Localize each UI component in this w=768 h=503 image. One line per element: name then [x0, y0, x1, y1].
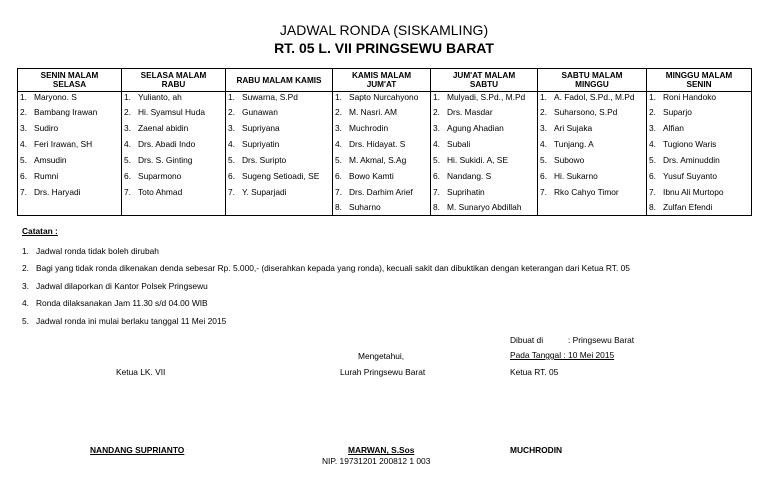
- table-cell: [18, 200, 122, 216]
- entry-number: 3.: [433, 122, 440, 133]
- entry-name: Tunjang. A: [554, 138, 594, 149]
- table-row: [18, 200, 752, 216]
- entry-name: Roni Handoko: [663, 92, 717, 102]
- date-line: Pada Tanggal : 10 Mei 2015: [510, 350, 615, 360]
- note-number: 1.: [22, 245, 29, 256]
- note-number: 3.: [22, 280, 29, 291]
- entry-number: 7.: [335, 186, 342, 197]
- column-header: [431, 69, 538, 92]
- entry-name: Yusuf Suyanto: [663, 170, 718, 181]
- entry-name: Bambang Irawan: [34, 106, 98, 117]
- entry-name: Drs. Haryadi: [34, 186, 81, 197]
- entry-name: Nandang. S: [447, 170, 492, 181]
- table-row: [18, 184, 752, 200]
- table-cell: [333, 168, 431, 184]
- entry-number: 7.: [540, 186, 547, 197]
- note-text: Bagi yang tidak ronda dikenakan denda sebesar Rp. 5.000,- (diserahkan kepada yang ronda), kecuali sakit dan dibuktikan dengan keterangan dari Ketua RT. 05: [36, 263, 630, 274]
- table-cell: [333, 152, 431, 168]
- table-cell: [226, 184, 333, 200]
- entry-name: Drs. Hidayat. S: [349, 138, 406, 149]
- note-text: Jadwal dilaporkan di Kantor Polsek Pringsewu: [36, 280, 208, 291]
- entry-number: 2.: [540, 106, 547, 117]
- column-header-line1: KAMIS MALAM: [351, 71, 412, 80]
- entry-number: 5.: [433, 154, 440, 165]
- entry-name: Yulianto, ah: [138, 92, 182, 102]
- table-cell: [226, 152, 333, 168]
- note-number: 5.: [22, 315, 29, 326]
- table-cell: [538, 92, 647, 104]
- entry-number: 2.: [335, 106, 342, 117]
- column-header: [333, 69, 431, 92]
- column-header-line2: SABTU: [469, 80, 499, 89]
- entry-name: Suparmono: [138, 170, 182, 181]
- table-cell: [538, 168, 647, 184]
- column-header: [122, 69, 226, 92]
- entry-number: 3.: [20, 122, 27, 133]
- note-item: [22, 260, 630, 278]
- entry-number: 3.: [228, 122, 235, 133]
- table-cell: [226, 200, 333, 216]
- entry-number: 4.: [649, 138, 656, 149]
- entry-number: 1.: [335, 92, 342, 102]
- entry-number: 1.: [124, 92, 131, 102]
- entry-number: 2.: [228, 106, 235, 117]
- column-header: [538, 69, 647, 92]
- note-item: [22, 277, 630, 295]
- entry-name: Ibnu Ali Murtopo: [663, 186, 724, 197]
- entry-name: Alfian: [663, 122, 684, 133]
- entry-name: Drs. S. Ginting: [138, 154, 193, 165]
- entry-name: Drs. Masdar: [447, 106, 493, 117]
- entry-number: 2.: [433, 106, 440, 117]
- table-cell: [538, 136, 647, 152]
- entry-name: M. Sunaryo Abdillah: [447, 202, 522, 213]
- table-cell: [538, 120, 647, 136]
- entry-name: Suparjo: [663, 106, 692, 117]
- table-cell: [18, 152, 122, 168]
- entry-name: Drs. Darhim Arief: [349, 186, 413, 197]
- column-header-line2: SELASA: [52, 80, 87, 89]
- entry-name: A. Fadol, S.Pd., M.Pd: [554, 92, 635, 102]
- entry-name: Rko Cahyo Timor: [554, 186, 619, 197]
- table-cell: [333, 136, 431, 152]
- entry-number: 7.: [228, 186, 235, 197]
- note-item: [22, 312, 630, 330]
- entry-name: Amsudin: [34, 154, 67, 165]
- table-cell: [538, 152, 647, 168]
- entry-number: 2.: [649, 106, 656, 117]
- entry-number: 6.: [20, 170, 27, 181]
- table-cell: [538, 200, 647, 216]
- entry-name: Toto Ahmad: [138, 186, 183, 197]
- table-cell: [122, 152, 226, 168]
- table-cell: [431, 184, 538, 200]
- notes-heading: Catatan :: [22, 226, 58, 236]
- table-cell: [538, 184, 647, 200]
- table-cell: [18, 104, 122, 120]
- entry-name: Muchrodin: [349, 122, 389, 133]
- column-header-line1: RABU MALAM KAMIS: [236, 75, 322, 85]
- entry-number: 7.: [124, 186, 131, 197]
- table-cell: [333, 104, 431, 120]
- entry-name: Zulfan Efendi: [663, 202, 713, 213]
- entry-number: 1.: [649, 92, 656, 102]
- table-cell: [333, 120, 431, 136]
- table-cell: [333, 92, 431, 104]
- entry-number: 8.: [335, 202, 342, 213]
- table-cell: [122, 200, 226, 216]
- entry-name: M. Akmal, S.Ag: [349, 154, 407, 165]
- entry-number: 6.: [649, 170, 656, 181]
- table-cell: [431, 104, 538, 120]
- table-cell: [122, 104, 226, 120]
- entry-number: 7.: [20, 186, 27, 197]
- entry-name: Hi. Sukidi. A, SE: [447, 154, 508, 165]
- table-cell: [18, 92, 122, 104]
- table-cell: [18, 120, 122, 136]
- note-item: [22, 295, 630, 313]
- note-item: [22, 242, 630, 260]
- entry-number: 6.: [124, 170, 131, 181]
- entry-number: 3.: [335, 122, 342, 133]
- entry-name: Sugeng Setioadi, SE: [242, 170, 320, 181]
- dibuat-label: Dibuat di: [510, 335, 544, 345]
- entry-name: Agung Ahadian: [447, 122, 504, 133]
- table-header-row: [18, 69, 752, 92]
- table-cell: [431, 136, 538, 152]
- signer-name-rt: MUCHRODIN: [510, 445, 563, 455]
- entry-name: Suharsono, S.Pd: [554, 106, 618, 117]
- entry-number: 4.: [540, 138, 547, 149]
- entry-name: Subowo: [554, 154, 585, 165]
- table-row: [18, 104, 752, 120]
- entry-name: Mulyadi, S.Pd., M.Pd: [447, 92, 526, 102]
- column-header: [647, 69, 752, 92]
- table-cell: [431, 120, 538, 136]
- entry-name: Drs. Aminuddin: [663, 154, 720, 165]
- table-row: [18, 92, 752, 104]
- table-cell: [18, 136, 122, 152]
- entry-name: Suwarna, S.Pd: [242, 92, 298, 102]
- entry-name: Suharno: [349, 202, 381, 213]
- table-cell: [647, 136, 752, 152]
- note-number: 2.: [22, 263, 29, 274]
- entry-number: 1.: [433, 92, 440, 102]
- table-cell: [431, 168, 538, 184]
- entry-number: 2.: [124, 106, 131, 117]
- column-header-line2: MINGGU: [575, 80, 609, 89]
- entry-number: 3.: [540, 122, 547, 133]
- note-text: Ronda dilaksanakan Jam 11.30 s/d 04.00 WIB: [36, 298, 208, 309]
- note-text: Jadwal ronda ini mulai berlaku tanggal 11 Mei 2015: [36, 315, 227, 326]
- table-cell: [122, 184, 226, 200]
- entry-name: Suprihatin: [447, 186, 485, 197]
- table-cell: [647, 92, 752, 104]
- table-cell: [226, 168, 333, 184]
- column-header-line1: SELASA MALAM: [140, 71, 207, 80]
- note-text: Jadwal ronda tidak boleh dirubah: [36, 245, 159, 256]
- table-cell: [122, 92, 226, 104]
- document-title: JADWAL RONDA (SISKAMLING): [279, 22, 489, 38]
- column-header: [18, 69, 122, 92]
- entry-number: 5.: [335, 154, 342, 165]
- column-header-line1: SENIN MALAM: [40, 71, 99, 80]
- entry-number: 1.: [20, 92, 27, 102]
- entry-name: Drs. Abadi Indo: [138, 138, 196, 149]
- entry-name: Drs. Suripto: [242, 154, 287, 165]
- table-cell: [226, 120, 333, 136]
- entry-name: Feri Irawan, SH: [34, 138, 93, 149]
- table-cell: [647, 120, 752, 136]
- entry-name: Tugiono Waris: [663, 138, 717, 149]
- mengetahui-label: Mengetahui,: [358, 351, 405, 361]
- entry-name: Hi. Syamsul Huda: [138, 106, 206, 117]
- nip-text: NIP. 19731201 200812 1 003: [322, 456, 431, 466]
- entry-name: Y. Suparjadi: [242, 186, 287, 197]
- table-cell: [122, 168, 226, 184]
- entry-name: M. Nasri. AM: [349, 106, 397, 117]
- column-header-line1: MINGGU MALAM: [665, 71, 733, 80]
- table-cell: [647, 104, 752, 120]
- entry-number: 5.: [540, 154, 547, 165]
- table-row: [18, 120, 752, 136]
- table-row: [18, 168, 752, 184]
- dibuat-value: : Pringsewu Barat: [568, 335, 635, 345]
- entry-number: 2.: [20, 106, 27, 117]
- table-cell: [333, 184, 431, 200]
- table-cell: [226, 104, 333, 120]
- lurah-label: Lurah Pringsewu Barat: [340, 367, 426, 377]
- entry-number: 8.: [649, 202, 656, 213]
- entry-number: 1.: [228, 92, 235, 102]
- entry-number: 4.: [124, 138, 131, 149]
- entry-number: 1.: [540, 92, 547, 102]
- ketua-lk-label: Ketua LK. VII: [116, 367, 166, 377]
- table-row: [18, 152, 752, 168]
- table-cell: [431, 200, 538, 216]
- table-row: [18, 136, 752, 152]
- entry-name: Zaenal abidin: [138, 122, 189, 133]
- entry-name: Maryono. S: [34, 92, 77, 102]
- entry-number: 5.: [228, 154, 235, 165]
- entry-number: 6.: [228, 170, 235, 181]
- entry-name: Sudiro: [34, 122, 59, 133]
- entry-name: Subali: [447, 138, 471, 149]
- table-cell: [431, 152, 538, 168]
- ketua-rt-label: Ketua RT. 05: [510, 367, 559, 377]
- column-header-line2: JUM'AT: [366, 80, 397, 89]
- entry-name: Sapto Nurcahyono: [349, 92, 419, 102]
- entry-name: Supriyana: [242, 122, 280, 133]
- note-number: 4.: [22, 298, 29, 309]
- entry-name: Gunawan: [242, 106, 278, 117]
- table-cell: [647, 168, 752, 184]
- table-cell: [18, 184, 122, 200]
- entry-number: 7.: [433, 186, 440, 197]
- entry-number: 3.: [649, 122, 656, 133]
- column-header-line1: JUM'AT MALAM: [452, 71, 516, 80]
- entry-name: Bowo Kamti: [349, 170, 394, 181]
- entry-number: 4.: [335, 138, 342, 149]
- entry-number: 3.: [124, 122, 131, 133]
- table-cell: [647, 200, 752, 216]
- entry-name: Supriyatin: [242, 138, 280, 149]
- entry-number: 6.: [433, 170, 440, 181]
- table-cell: [538, 104, 647, 120]
- table-cell: [647, 184, 752, 200]
- table-cell: [333, 200, 431, 216]
- table-cell: [431, 92, 538, 104]
- entry-number: 4.: [433, 138, 440, 149]
- entry-number: 5.: [124, 154, 131, 165]
- column-header-line1: SABTU MALAM: [561, 71, 623, 80]
- document-subtitle: RT. 05 L. VII PRINGSEWU BARAT: [274, 40, 494, 56]
- entry-name: Rumni: [34, 170, 59, 181]
- column-header-line2: SENIN: [686, 80, 712, 89]
- entry-number: 5.: [649, 154, 656, 165]
- table-cell: [226, 136, 333, 152]
- schedule-table: [17, 68, 752, 216]
- notes-section: [22, 226, 630, 330]
- table-cell: [647, 152, 752, 168]
- entry-name: Hi. Sukarno: [554, 170, 598, 181]
- entry-number: 4.: [228, 138, 235, 149]
- table-cell: [226, 92, 333, 104]
- table-cell: [122, 120, 226, 136]
- table-cell: [122, 136, 226, 152]
- table-cell: [18, 168, 122, 184]
- entry-number: 6.: [335, 170, 342, 181]
- entry-name: Ari Sujaka: [554, 122, 593, 133]
- entry-number: 8.: [433, 202, 440, 213]
- entry-number: 5.: [20, 154, 27, 165]
- entry-number: 4.: [20, 138, 27, 149]
- entry-number: 6.: [540, 170, 547, 181]
- signer-name-lurah: MARWAN, S.Sos: [348, 445, 415, 455]
- column-header: [226, 69, 333, 92]
- signer-name-lk: NANDANG SUPRIANTO: [90, 445, 185, 455]
- column-header-line2: RABU: [161, 80, 186, 89]
- entry-number: 7.: [649, 186, 656, 197]
